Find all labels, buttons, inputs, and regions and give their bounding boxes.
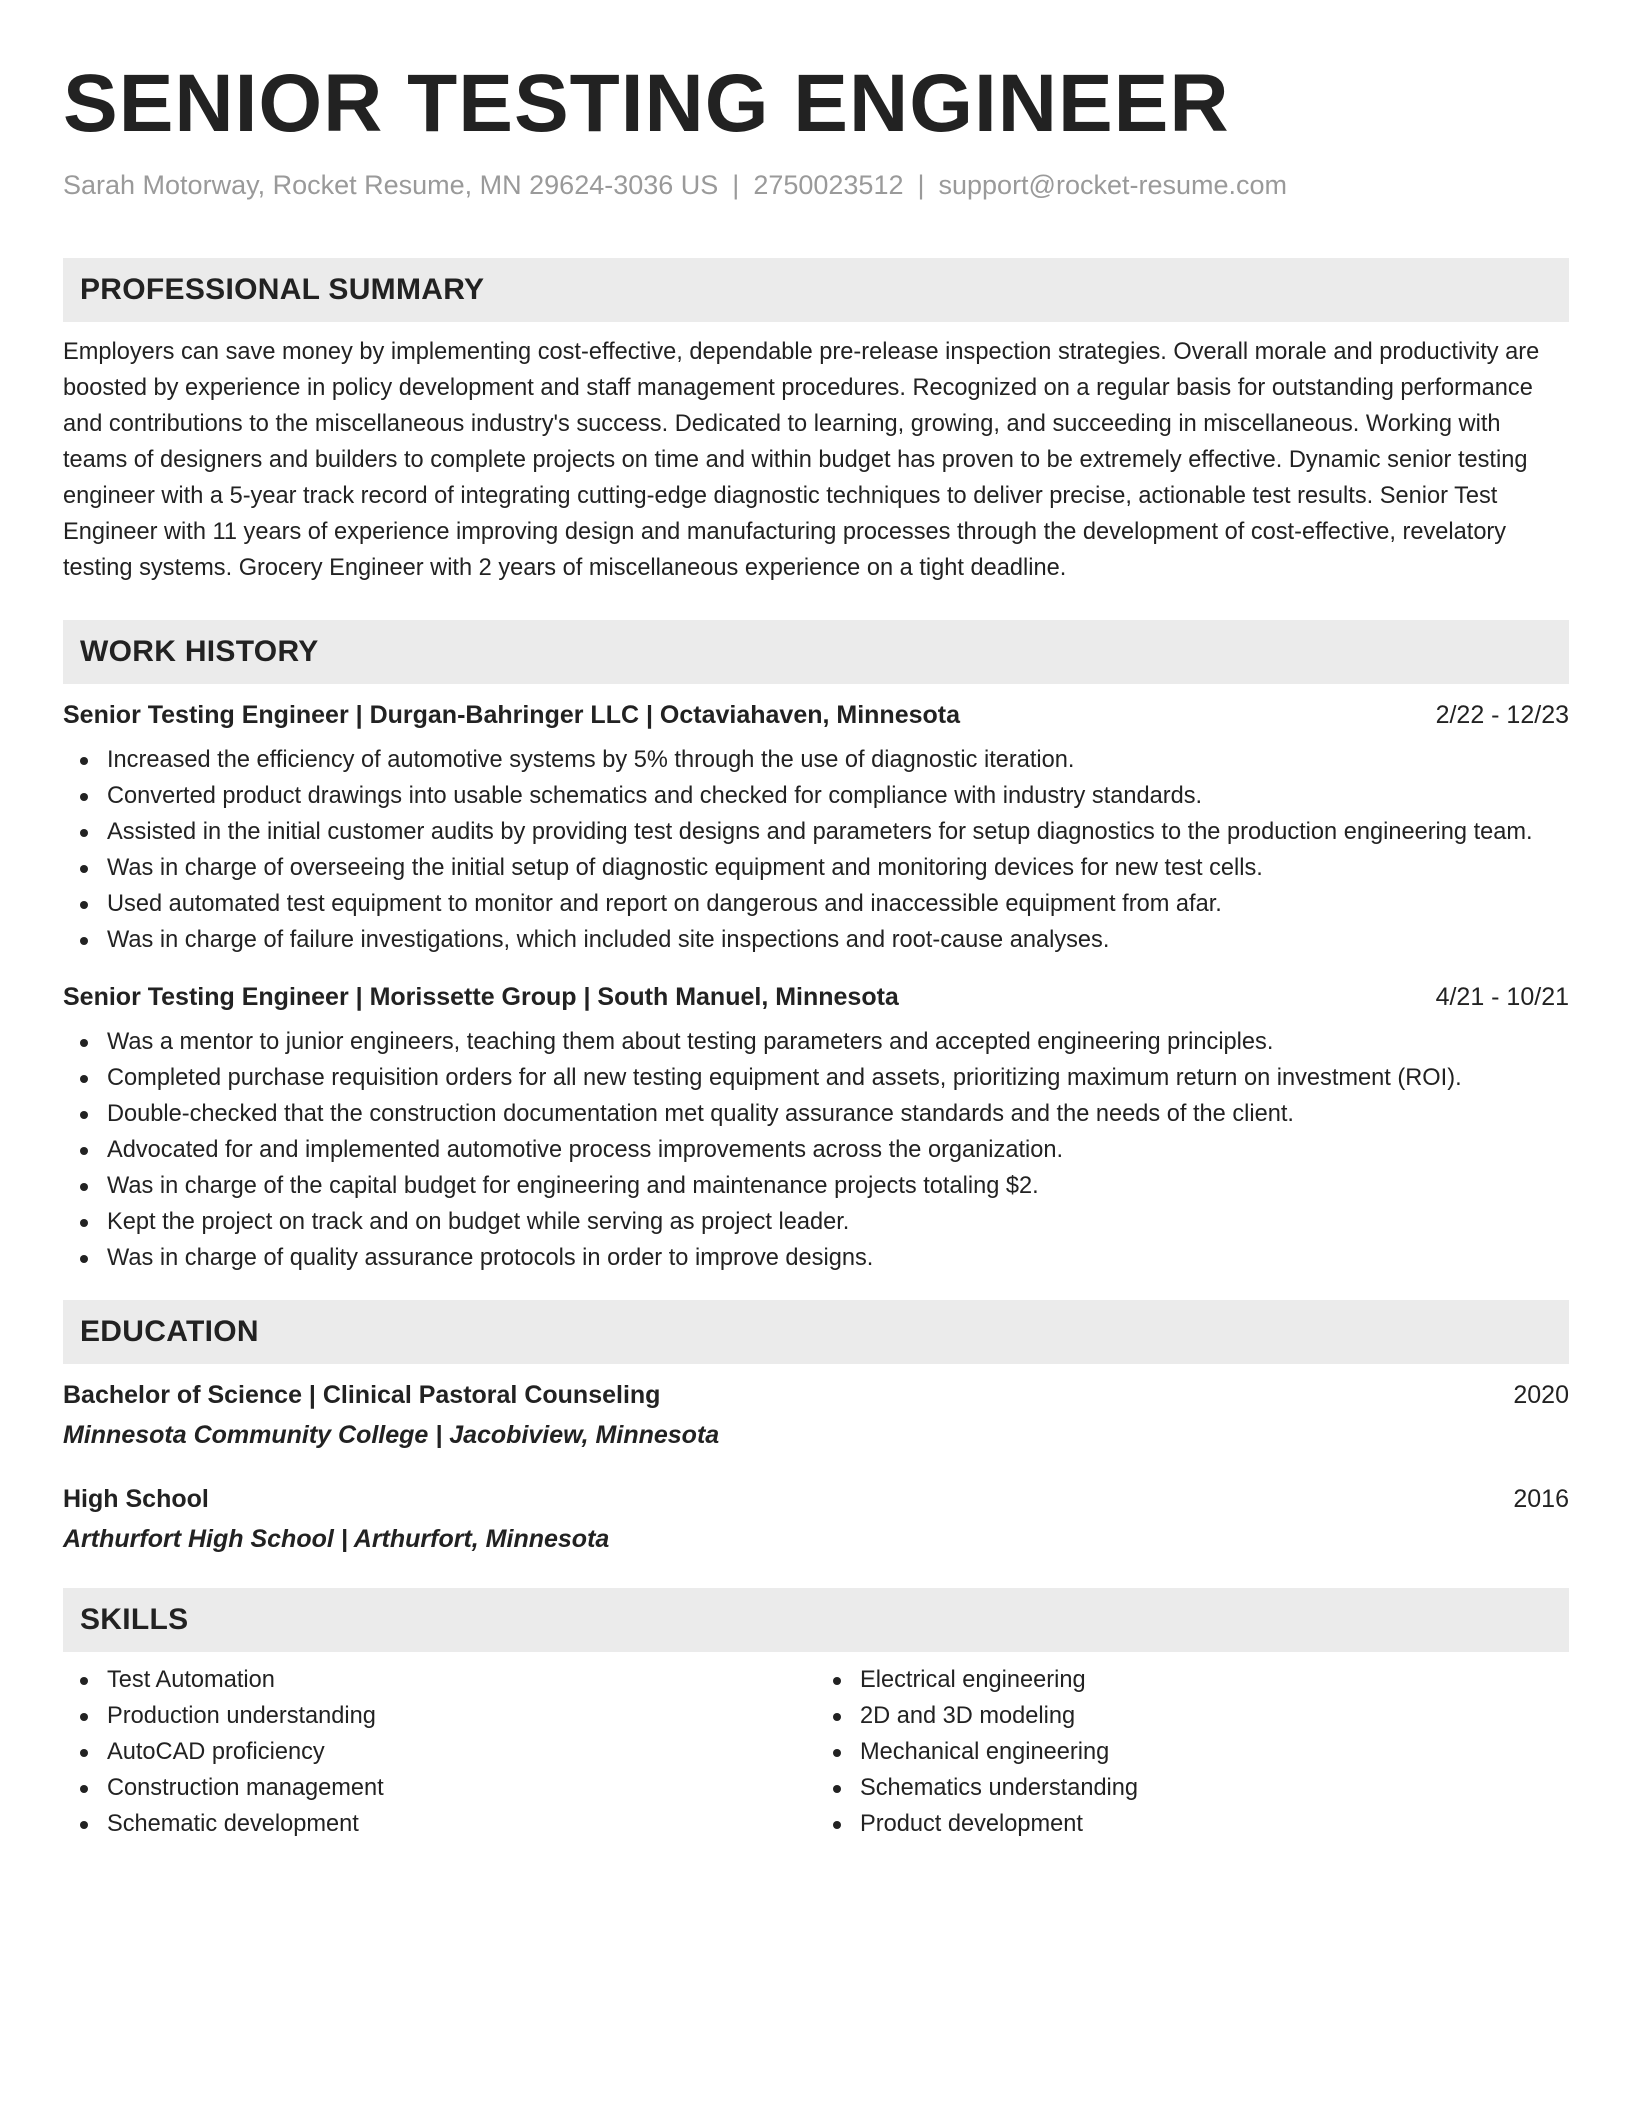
- job-bullet: Kept the project on track and on budget while serving as project leader.: [63, 1204, 1569, 1240]
- skill-item: 2D and 3D modeling: [816, 1698, 1569, 1734]
- education-school: Minnesota Community College | Jacobiview, Minnesota: [63, 1421, 720, 1449]
- skills-list: [816, 1662, 1569, 1842]
- education-entry: [63, 1378, 1569, 1452]
- contact-address: Sarah Motorway, Rocket Resume, MN 29624-3036 US: [63, 170, 719, 200]
- skills-column-left: [63, 1662, 816, 1842]
- skill-item: AutoCAD proficiency: [63, 1734, 816, 1770]
- education-year: 2016: [1513, 1485, 1569, 1513]
- section-heading-education: EDUCATION: [63, 1300, 1569, 1364]
- skill-item: Test Automation: [63, 1662, 816, 1698]
- skills-list: [63, 1662, 816, 1842]
- job-bullet: Assisted in the initial customer audits by providing test designs and parameters for setup diagnostics to the production engineering team.: [63, 814, 1569, 850]
- job-bullet: Advocated for and implemented automotive process improvements across the organization.: [63, 1132, 1569, 1168]
- skill-item: Schematic development: [63, 1806, 816, 1842]
- job-entry: [63, 698, 1569, 958]
- section-heading-skills: SKILLS: [63, 1588, 1569, 1652]
- job-title: Senior Testing Engineer | Morissette Group | South Manuel, Minnesota: [63, 983, 899, 1011]
- job-header: [63, 980, 1569, 1014]
- section-heading-summary: PROFESSIONAL SUMMARY: [63, 258, 1569, 322]
- job-bullet: Double-checked that the construction documentation met quality assurance standards and the needs of the client.: [63, 1096, 1569, 1132]
- job-bullets: [63, 742, 1569, 958]
- job-bullet: Completed purchase requisition orders for all new testing equipment and assets, prioritizing maximum return on investment (ROI).: [63, 1060, 1569, 1096]
- education-header: [63, 1378, 1569, 1412]
- skill-item: Product development: [816, 1806, 1569, 1842]
- job-bullet: Was in charge of failure investigations, which included site inspections and root-cause analyses.: [63, 922, 1569, 958]
- job-bullet: Was in charge of the capital budget for engineering and maintenance projects totaling $2.: [63, 1168, 1569, 1204]
- education-entry: [63, 1482, 1569, 1556]
- job-dates: 4/21 - 10/21: [1435, 983, 1569, 1011]
- education-header: [63, 1482, 1569, 1516]
- skill-item: Mechanical engineering: [816, 1734, 1569, 1770]
- job-bullet: Was a mentor to junior engineers, teaching them about testing parameters and accepted engineering principles.: [63, 1024, 1569, 1060]
- job-dates: 2/22 - 12/23: [1435, 701, 1569, 729]
- job-bullet: Used automated test equipment to monitor and report on dangerous and inaccessible equipment from afar.: [63, 886, 1569, 922]
- education-year: 2020: [1513, 1381, 1569, 1409]
- job-entry: [63, 980, 1569, 1276]
- job-bullet: Increased the efficiency of automotive systems by 5% through the use of diagnostic iteration.: [63, 742, 1569, 778]
- job-title: Senior Testing Engineer | Durgan-Bahringer LLC | Octaviahaven, Minnesota: [63, 701, 961, 729]
- contact-email: support@rocket-resume.com: [938, 170, 1288, 200]
- job-header: [63, 698, 1569, 732]
- skills-grid: [63, 1662, 1569, 1842]
- skill-item: Electrical engineering: [816, 1662, 1569, 1698]
- skills-column-right: [816, 1662, 1569, 1842]
- job-bullet: Was in charge of overseeing the initial setup of diagnostic equipment and monitoring devices for new test cells.: [63, 850, 1569, 886]
- skill-item: Schematics understanding: [816, 1770, 1569, 1806]
- skill-item: Production understanding: [63, 1698, 816, 1734]
- job-bullet: Converted product drawings into usable schematics and checked for compliance with industry standards.: [63, 778, 1569, 814]
- section-heading-work-history: WORK HISTORY: [63, 620, 1569, 684]
- contact-separator: |: [732, 170, 740, 200]
- contact-separator: |: [917, 170, 925, 200]
- job-bullet: Was in charge of quality assurance protocols in order to improve designs.: [63, 1240, 1569, 1276]
- skill-item: Construction management: [63, 1770, 816, 1806]
- education-school: Arthurfort High School | Arthurfort, Minnesota: [63, 1525, 610, 1553]
- contact-line: [63, 168, 1569, 202]
- summary-paragraph: Employers can save money by implementing cost-effective, dependable pre-release inspection strategies. Overall morale and productivity are boosted by experience in policy development and staff management procedures. Recognized on a regular basis for outstanding performance and contributions to the miscellaneous industry's success. Dedicated to learning, growing, and succeeding in miscellaneous. Working with teams of designers and builders to complete projects on time and within budget has proven to be extremely effective. Dynamic senior testing engineer with a 5-year track record of integrating cutting-edge diagnostic techniques to deliver precise, actionable test results. Senior Test Engineer with 11 years of experience improving design and manufacturing processes through the development of cost-effective, revelatory testing systems. Grocery Engineer with 2 years of miscellaneous experience on a tight deadline.: [63, 339, 1540, 581]
- job-bullets: [63, 1024, 1569, 1276]
- resume-title: SENIOR TESTING ENGINEER: [63, 58, 1230, 149]
- education-degree: High School: [63, 1485, 209, 1513]
- contact-phone: 2750023512: [753, 170, 904, 200]
- education-degree: Bachelor of Science | Clinical Pastoral Counseling: [63, 1381, 661, 1409]
